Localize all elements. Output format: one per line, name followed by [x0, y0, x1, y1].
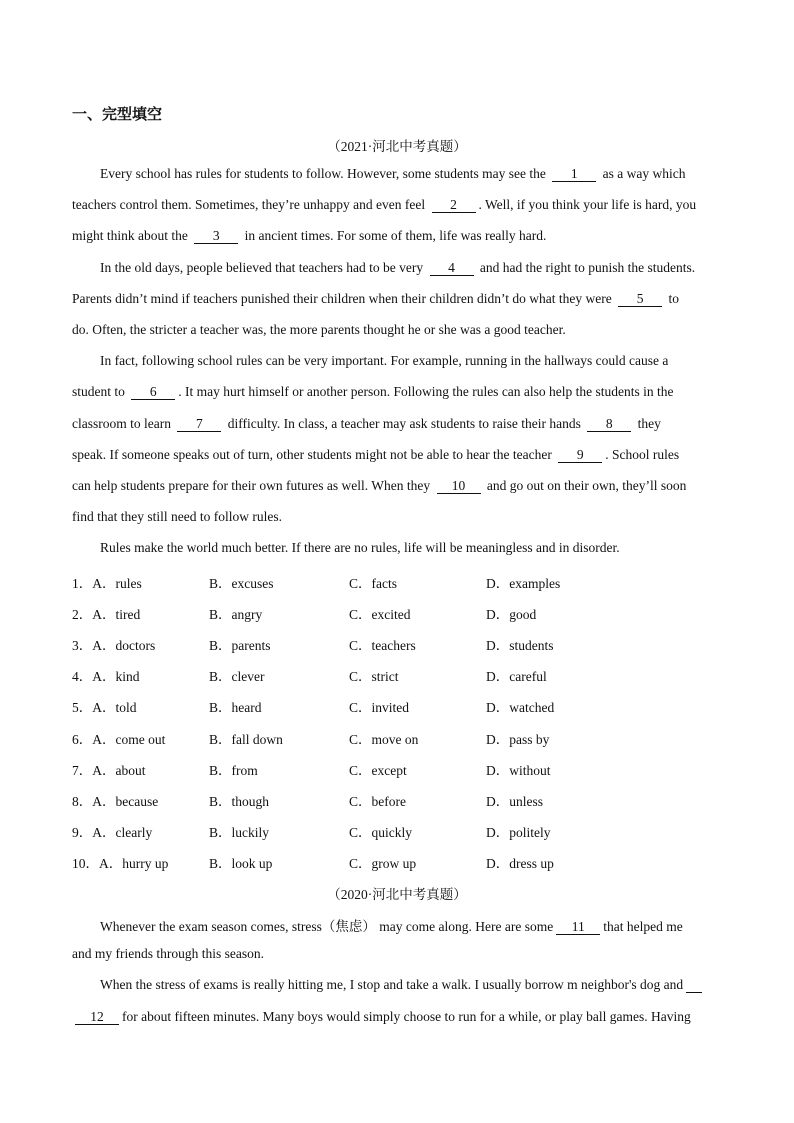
- passage-text: classroom to learn: [72, 416, 175, 431]
- option-d: D．careful: [486, 669, 547, 684]
- paragraph-line: [72, 447, 724, 463]
- paragraph-line: [100, 260, 724, 276]
- option-b: B．though: [209, 794, 270, 809]
- paragraph-line: [72, 197, 724, 213]
- question-number-option-a: 8．A．because: [72, 794, 159, 809]
- question-row: [72, 728, 632, 746]
- passage-text: and had the right to punish the students.: [476, 260, 696, 275]
- option-c: C．move on: [349, 732, 419, 747]
- answer-blank: 10: [437, 479, 481, 494]
- passage-text: and go out on their own, they’ll soon: [483, 478, 687, 493]
- passage-text: in ancient times. For some of them, life was really hard.: [241, 228, 547, 243]
- paragraph-line: [72, 384, 724, 400]
- passage-text: teachers control them. Sometimes, they’re unhappy and even feel: [72, 197, 429, 212]
- answer-blank: 9: [558, 448, 602, 463]
- passage-text: . It may hurt himself or another person. Following the rules can also help the students in the: [178, 384, 674, 399]
- option-d: D．unless: [486, 794, 543, 809]
- question-number-option-a: 10．A．hurry up: [72, 856, 169, 871]
- answer-blank: 7: [177, 417, 221, 432]
- passage-text: Parents didn’t mind if teachers punished their children when their children didn’t do what they were: [72, 291, 616, 306]
- question-row: [72, 821, 632, 839]
- question-row: [72, 572, 632, 590]
- paragraph-line: [72, 228, 546, 244]
- paragraph-line: [72, 416, 724, 432]
- paragraph-line: [72, 946, 264, 962]
- passage-text: . School rules: [605, 447, 680, 462]
- option-d: D．watched: [486, 700, 555, 715]
- question-row: [72, 852, 632, 870]
- option-b: B．luckily: [209, 825, 269, 840]
- paragraph-line: [100, 977, 724, 993]
- question-row: [72, 603, 632, 621]
- passage-text: Rules make the world much better. If there are no rules, life will be meaningless and in disorder.: [100, 540, 620, 555]
- question-number-option-a: 3．A．doctors: [72, 638, 156, 653]
- answer-blank: 8: [587, 417, 631, 432]
- passage-text: find that they still need to follow rules.: [72, 509, 282, 524]
- option-d: D．examples: [486, 576, 561, 591]
- passage-text: . Well, if you think your life is hard, you: [478, 197, 697, 212]
- paragraph-line: [100, 353, 724, 369]
- paragraph-line: [72, 322, 566, 338]
- passage-text: can help students prepare for their own futures as well. When they: [72, 478, 434, 493]
- question-number-option-a: 2．A．tired: [72, 607, 141, 622]
- answer-blank: [686, 978, 702, 993]
- passage-text: to: [665, 291, 679, 306]
- option-c: C．quickly: [349, 825, 412, 840]
- passage-text: speak. If someone speaks out of turn, other students might not be able to hear the teacher: [72, 447, 556, 462]
- passage-text: difficulty. In class, a teacher may ask students to raise their hands: [224, 416, 585, 431]
- passage-text: that helped me: [603, 919, 683, 934]
- option-d: D．students: [486, 638, 554, 653]
- option-b: B．fall down: [209, 732, 283, 747]
- passage-text: for about fifteen minutes. Many boys would simply choose to run for a while, or play ball games. Having: [122, 1009, 691, 1024]
- option-b: B．from: [209, 763, 258, 778]
- option-b: B．look up: [209, 856, 273, 871]
- answer-blank: 4: [430, 261, 474, 276]
- question-number-option-a: 7．A．about: [72, 763, 146, 778]
- option-c: C．strict: [349, 669, 399, 684]
- question-number-option-a: 6．A．come out: [72, 732, 166, 747]
- option-b: B．angry: [209, 607, 263, 622]
- option-b: B．parents: [209, 638, 271, 653]
- question-number-option-a: 9．A．clearly: [72, 825, 153, 840]
- answer-blank: 12: [75, 1010, 119, 1025]
- passage-text: Every school has rules for students to follow. However, some students may see the: [100, 166, 550, 181]
- answer-blank: 2: [432, 198, 476, 213]
- question-row: [72, 759, 632, 777]
- option-d: D．good: [486, 607, 537, 622]
- passage-text: When the stress of exams is really hitting me, I stop and take a walk. I usually borrow m neighbor's dog and: [100, 977, 684, 992]
- answer-blank: 5: [618, 292, 662, 307]
- paragraph-line: [100, 166, 724, 182]
- option-c: C．grow up: [349, 856, 417, 871]
- option-b: B．clever: [209, 669, 265, 684]
- passage-text: might think about the: [72, 228, 192, 243]
- passage-text: student to: [72, 384, 129, 399]
- passage-text: do. Often, the stricter a teacher was, the more parents thought he or she was a good teacher.: [72, 322, 566, 337]
- section-heading: 一、完型填空: [72, 105, 163, 123]
- option-c: C．teachers: [349, 638, 416, 653]
- answer-blank: 6: [131, 385, 175, 400]
- passage-text: In fact, following school rules can be very important. For example, running in the hallways could cause a: [100, 353, 669, 368]
- passage-text: Whenever the exam season comes, stress（焦虑） may come along. Here are some: [100, 919, 554, 934]
- paragraph-line: [72, 1009, 724, 1025]
- paragraph-line: [72, 478, 724, 494]
- paragraph-line: [100, 540, 620, 556]
- option-c: C．excited: [349, 607, 411, 622]
- option-c: C．invited: [349, 700, 409, 715]
- question-number-option-a: 4．A．kind: [72, 669, 140, 684]
- question-row: [72, 634, 632, 652]
- option-d: D．without: [486, 763, 551, 778]
- paragraph-line: [100, 915, 724, 935]
- option-c: C．before: [349, 794, 406, 809]
- passage-text: In the old days, people believed that teachers had to be very: [100, 260, 427, 275]
- option-c: C．facts: [349, 576, 397, 591]
- question-row: [72, 665, 632, 683]
- answer-blank: 1: [552, 167, 596, 182]
- question-row: [72, 696, 632, 714]
- option-b: B．heard: [209, 700, 262, 715]
- question-row: [72, 790, 632, 808]
- option-d: D．politely: [486, 825, 551, 840]
- option-c: C．except: [349, 763, 407, 778]
- question-number-option-a: 1．A．rules: [72, 576, 142, 591]
- option-b: B．excuses: [209, 576, 274, 591]
- answer-blank: 11: [556, 920, 600, 935]
- question-number-option-a: 5．A．told: [72, 700, 137, 715]
- paragraph-line: [72, 291, 724, 307]
- option-d: D．dress up: [486, 856, 554, 871]
- source-label: （2020·河北中考真题）: [327, 887, 467, 902]
- source-label: （2021·河北中考真题）: [327, 139, 467, 154]
- passage-text: they: [634, 416, 661, 431]
- passage-text: as a way which: [599, 166, 686, 181]
- paragraph-line: [72, 509, 282, 525]
- passage-text: and my friends through this season.: [72, 946, 264, 961]
- answer-blank: 3: [194, 229, 238, 244]
- option-d: D．pass by: [486, 732, 550, 747]
